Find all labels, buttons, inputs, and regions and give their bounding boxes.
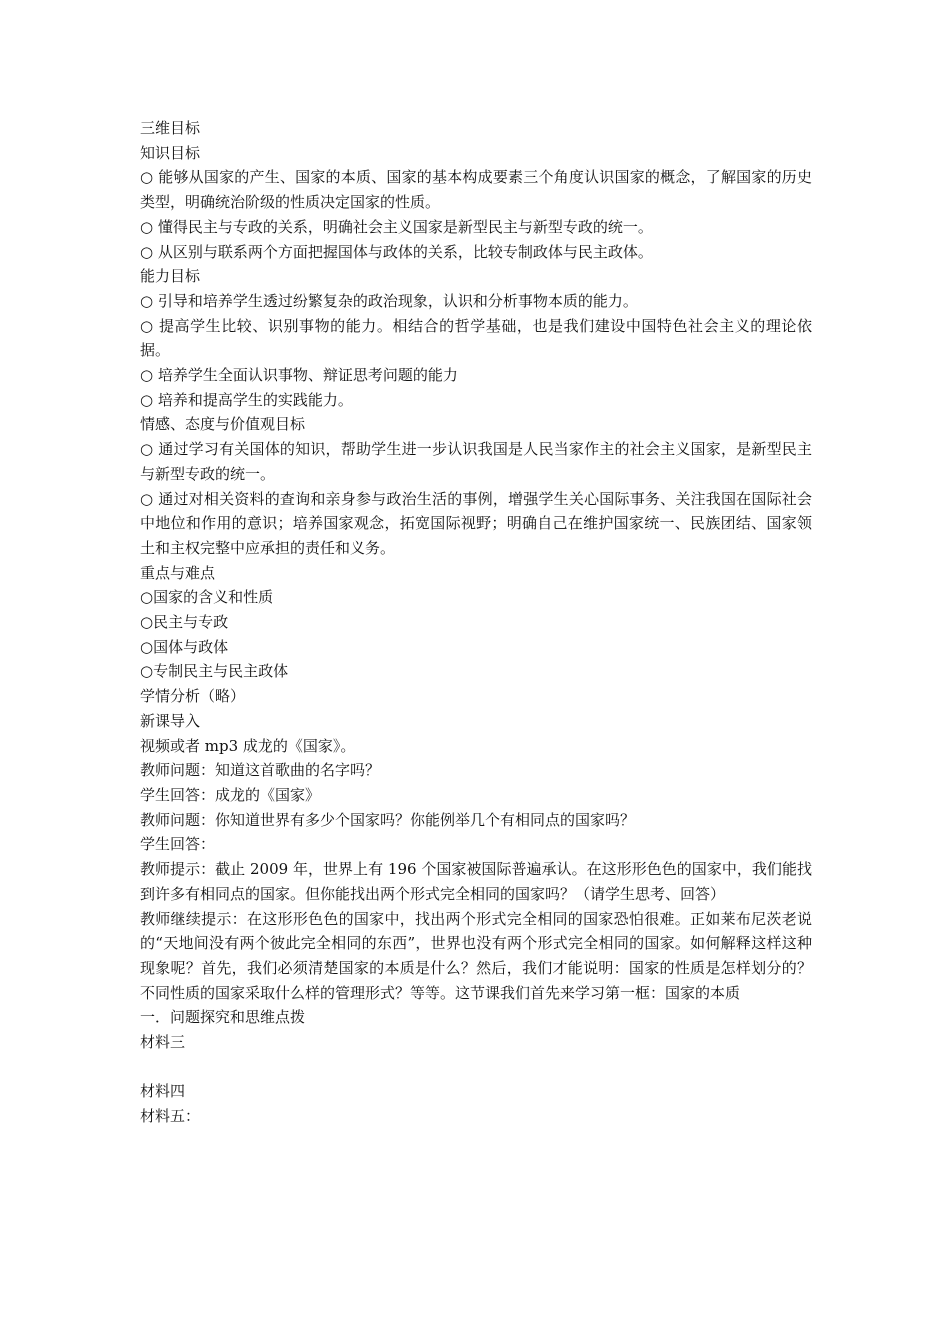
- heading-ability-goals: 能力目标: [140, 267, 201, 286]
- paragraph-ability-1: ○ 引导和培养学生透过纷繁复杂的政治现象，认识和分析事物本质的能力。: [140, 291, 638, 310]
- teacher-hint-1: 教师提示：截止 2009 年，世界上有 196 个国家被国际普遍承认。在这形形色色的国家中，我们能找到许多有相同点的国家。但你能找出两个形式完全相同的国家吗？（请学生思考、回答）: [140, 860, 812, 903]
- paragraph-ability-3: ○ 培养学生全面认识事物、辩证思考问题的能力: [140, 366, 458, 385]
- teacher-hint-2: 教师继续提示：在这形形色色的国家中，找出两个形式完全相同的国家恐怕很难。正如莱布尼茨老说的“天地间没有两个彼此完全相同的东西”，世界也没有两个形式完全相同的国家。如何解释这样这种现象呢？首先，我们必须清楚国家的本质是什么？然后，我们才能说明：国家的性质是怎样划分的？不同性质的国家采取什么样的管理形式？等等。这节课我们首先来学习第一框：国家的本质: [140, 909, 812, 1002]
- paragraph-emotion-2: ○ 通过对相关资料的查询和亲身参与政治生活的事例，增强学生关心国际事务、关注我国在国际社会中地位和作用的意识；培养国家观念，拓宽国际视野；明确自己在维护国家统一、民族团结、国家领土和主权完整中应承担的责任和义务。: [140, 489, 812, 557]
- paragraph-knowledge-2: ○ 懂得民主与专政的关系，明确社会主义国家是新型民主与新型专政的统一。: [140, 217, 653, 236]
- student-answer-2: 学生回答：: [140, 835, 216, 854]
- paragraph-knowledge-1: ○ 能够从国家的产生、国家的本质、国家的基本构成要素三个角度认识国家的概念，了解国家的历史类型，明确统治阶级的性质决定国家的性质。: [140, 168, 812, 212]
- heading-student-analysis: 学情分析（略）: [140, 687, 246, 706]
- key-point-4: ○专制民主与民主政体: [140, 662, 289, 681]
- key-point-2: ○民主与专政: [140, 613, 229, 632]
- heading-lesson-intro: 新课导入: [140, 711, 201, 730]
- document-page: [140, 116, 812, 1129]
- heading-key-points: 重点与难点: [140, 563, 216, 582]
- section-heading-inquiry: 一．问题探究和思维点拨: [140, 1008, 306, 1027]
- paragraph-emotion-1: ○ 通过学习有关国体的知识，帮助学生进一步认识我国是人民当家作主的社会主义国家，是新型民主与新型专政的统一。: [140, 440, 812, 483]
- intro-media: 视频或者 mp3 成龙的《国家》。: [140, 736, 356, 755]
- blank-line: [140, 1055, 812, 1080]
- material-five: 材料五：: [140, 1107, 201, 1126]
- heading-knowledge-goals: 知识目标: [140, 143, 201, 162]
- key-point-1: ○国家的含义和性质: [140, 588, 274, 607]
- paragraph-ability-4: ○ 培养和提高学生的实践能力。: [140, 390, 353, 409]
- teacher-question-1: 教师问题：知道这首歌曲的名字吗？: [140, 761, 381, 780]
- key-point-3: ○国体与政体: [140, 637, 229, 656]
- heading-emotion-goals: 情感、态度与价值观目标: [140, 415, 306, 434]
- heading-three-dimensional-goals: 三维目标: [140, 119, 201, 137]
- material-four: 材料四: [140, 1082, 186, 1101]
- student-answer-1: 学生回答：成龙的《国家》: [140, 785, 321, 804]
- paragraph-knowledge-3: ○ 从区别与联系两个方面把握国体与政体的关系，比较专制政体与民主政体。: [140, 242, 653, 261]
- material-three: 材料三: [140, 1033, 186, 1052]
- paragraph-ability-2: ○ 提高学生比较、识别事物的能力。相结合的哲学基础，也是我们建设中国特色社会主义的理论依据。: [140, 316, 812, 360]
- teacher-question-2: 教师问题：你知道世界有多少个国家吗？你能例举几个有相同点的国家吗？: [140, 810, 636, 829]
